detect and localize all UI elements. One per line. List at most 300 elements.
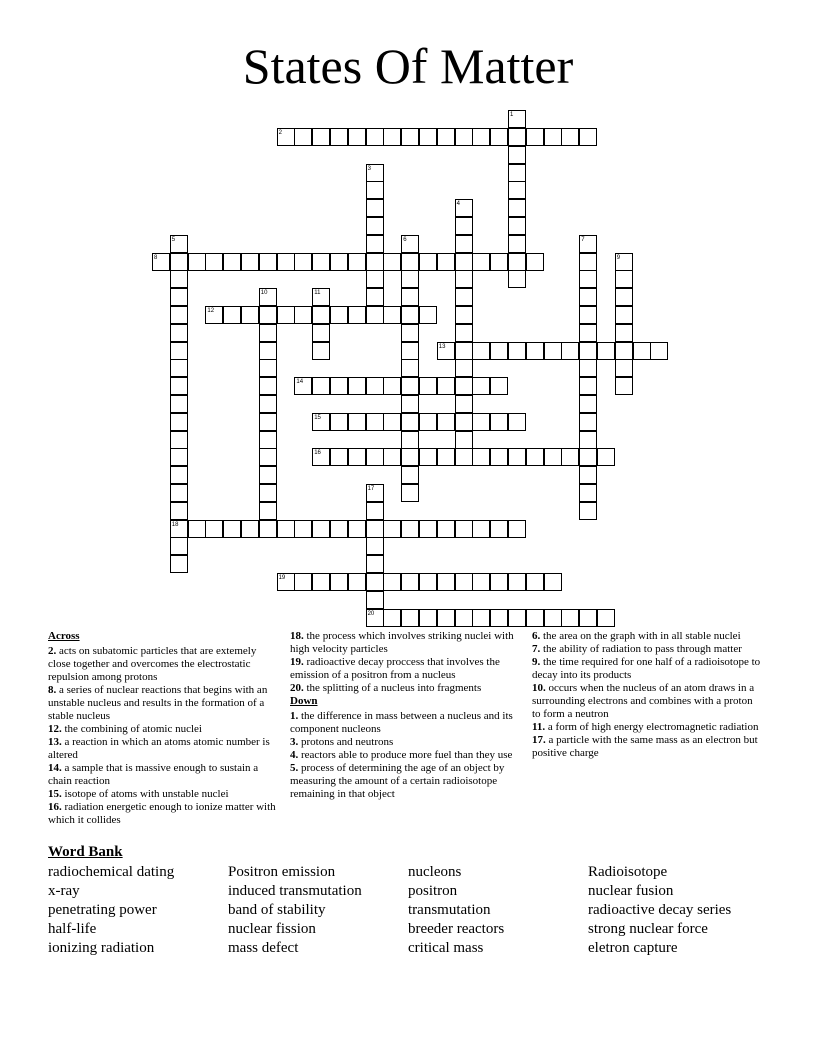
grid-cell[interactable] [259,359,277,377]
grid-cell[interactable] [401,413,419,431]
grid-cell[interactable] [472,448,490,466]
grid-cell[interactable] [455,377,473,395]
grid-cell[interactable] [437,253,455,271]
word-bank-item: critical mass [408,940,484,956]
grid-cell[interactable] [472,253,490,271]
grid-cell[interactable] [508,609,526,627]
grid-cell[interactable] [526,342,544,360]
grid-cell[interactable] [330,520,348,538]
clue-number-3: 3 [367,165,371,172]
grid-cell[interactable] [401,288,419,306]
grid-cell[interactable] [472,609,490,627]
grid-cell[interactable] [294,253,312,271]
grid-cell[interactable] [259,324,277,342]
clue-number-16: 16 [314,450,321,457]
grid-cell[interactable] [401,270,419,288]
grid-cell[interactable] [170,484,188,502]
grid-cell[interactable] [401,324,419,342]
word-bank-item: ionizing radiation [48,940,155,956]
grid-cell[interactable] [579,413,597,431]
grid-cell[interactable] [650,342,668,360]
down-clue: 1. the difference in mass between a nucleus and its component nucleons [290,710,513,735]
word-bank-item: eletron capture [588,940,678,956]
across-clue: 15. isotope of atoms with unstable nuclei [48,788,229,800]
grid-cell[interactable] [366,573,384,591]
grid-cell[interactable] [401,448,419,466]
grid-cell[interactable] [383,448,401,466]
grid-cell[interactable] [455,448,473,466]
grid-cell[interactable] [508,520,526,538]
grid-cell[interactable] [561,448,579,466]
grid-cell[interactable] [455,288,473,306]
grid-cell[interactable] [615,288,633,306]
grid-cell[interactable] [579,448,597,466]
grid-cell[interactable] [437,377,455,395]
grid-cell[interactable] [508,253,526,271]
grid-cell[interactable] [508,128,526,146]
clue-number-18: 18 [171,521,179,528]
grid-cell[interactable] [579,377,597,395]
grid-cell[interactable] [348,128,366,146]
clue-number-1: 1 [510,112,514,119]
grid-cell[interactable] [401,573,419,591]
grid-cell[interactable] [383,253,401,271]
grid-cell[interactable] [312,324,330,342]
grid-cell[interactable] [615,359,633,377]
grid-cell[interactable] [490,609,508,627]
clue-number-11: 11 [314,290,321,297]
grid-cell[interactable] [508,199,526,217]
grid-cell[interactable] [401,466,419,484]
down-clue: 4. reactors able to produce more fuel than they use [290,749,513,761]
word-bank-item: half-life [48,921,97,937]
grid-cell[interactable] [312,306,330,324]
grid-cell[interactable] [579,342,597,360]
grid-cell[interactable] [366,199,384,217]
grid-cell[interactable] [259,342,277,360]
clue-number-13: 13 [438,343,446,350]
down-clue: 3. protons and neutrons [290,736,394,748]
across-clue: 8. a series of nuclear reactions that begins with an unstable nucleus and results in the formation of a stable nucleus [48,684,268,722]
grid-cell[interactable] [383,377,401,395]
grid-cell[interactable] [277,306,295,324]
clue-number-5: 5 [171,236,176,243]
grid-cell[interactable] [419,128,437,146]
grid-cell[interactable] [526,609,544,627]
grid-cell[interactable] [579,502,597,520]
grid-cell[interactable] [544,128,562,146]
word-bank-item: Positron emission [228,864,336,880]
grid-cell[interactable] [170,466,188,484]
grid-cell[interactable] [455,253,473,271]
grid-cell[interactable] [170,288,188,306]
grid-cell[interactable] [294,573,312,591]
across-clue: 12. the combining of atomic nuclei [48,723,202,735]
grid-cell[interactable] [259,413,277,431]
grid-cell[interactable] [366,591,384,609]
grid-cell[interactable] [259,253,277,271]
grid-cell[interactable] [241,253,259,271]
grid-cell[interactable] [579,288,597,306]
grid-cell[interactable] [312,128,330,146]
across-clue: 16. radiation energetic enough to ionize matter with which it collides [48,801,276,826]
word-bank-item: nuclear fusion [588,883,674,899]
grid-cell[interactable] [455,520,473,538]
grid-cell[interactable] [419,306,437,324]
down-clue: 9. the time required for one half of a radioisotope to decay into its products [532,656,761,681]
grid-cell[interactable] [366,128,384,146]
grid-cell[interactable] [526,253,544,271]
clue-number-7: 7 [581,236,585,243]
clue-number-14: 14 [296,379,304,386]
grid-cell[interactable] [508,448,526,466]
grid-cell[interactable] [508,217,526,235]
clue-number-6: 6 [403,236,407,243]
grid-cell[interactable] [259,395,277,413]
clue-number-19: 19 [278,575,286,581]
grid-cell[interactable] [170,413,188,431]
grid-cell[interactable] [579,359,597,377]
grid-cell[interactable] [259,306,277,324]
grid-cell[interactable] [419,253,437,271]
word-bank-item: band of stability [228,902,326,918]
grid-cell[interactable] [455,128,473,146]
grid-cell[interactable] [526,448,544,466]
clue-number-4: 4 [456,201,460,208]
word-bank-item: breeder reactors [408,921,505,937]
grid-cell[interactable] [579,466,597,484]
grid-cell[interactable] [170,359,188,377]
across-heading: Across [48,630,80,642]
grid-cell[interactable] [508,270,526,288]
grid-cell[interactable] [472,377,490,395]
grid-cell[interactable] [490,342,508,360]
grid-cell[interactable] [330,573,348,591]
grid-cell[interactable] [472,413,490,431]
grid-cell[interactable] [294,128,312,146]
clue-number-2: 2 [278,130,282,136]
grid-cell[interactable] [312,573,330,591]
grid-cell[interactable] [205,520,223,538]
grid-cell[interactable] [401,609,419,627]
grid-cell[interactable] [508,573,526,591]
grid-cell[interactable] [490,448,508,466]
grid-cell[interactable] [366,306,384,324]
clue-number-20: 20 [367,610,375,617]
down-clue: 11. a form of high energy electromagnetic radiation [532,721,759,733]
grid-cell[interactable] [366,377,384,395]
word-bank-column [588,863,731,958]
grid-cell[interactable] [455,431,473,449]
grid-cell[interactable] [383,413,401,431]
grid-cell[interactable] [455,324,473,342]
grid-cell[interactable] [508,164,526,182]
word-bank-item: x-ray [48,883,80,899]
grid-cell[interactable] [508,342,526,360]
grid-cell[interactable] [294,520,312,538]
grid-cell[interactable] [455,270,473,288]
grid-cell[interactable] [579,270,597,288]
grid-cell[interactable] [490,128,508,146]
grid-cell[interactable] [490,520,508,538]
grid-cell[interactable] [508,181,526,199]
grid-cell[interactable] [455,235,473,253]
grid-cell[interactable] [508,235,526,253]
grid-cell[interactable] [490,413,508,431]
grid-cell[interactable] [597,448,615,466]
grid-cell[interactable] [437,413,455,431]
down-clue: 17. a particle with the same mass as an electron but positive charge [532,734,758,759]
grid-cell[interactable] [633,342,651,360]
grid-cell[interactable] [401,520,419,538]
grid-cell[interactable] [508,413,526,431]
grid-cell[interactable] [259,431,277,449]
grid-cell[interactable] [259,502,277,520]
grid-cell[interactable] [366,253,384,271]
word-bank-column [228,863,362,958]
grid-cell[interactable] [170,342,188,360]
across-clue: 20. the splitting of a nucleus into fragments [290,682,482,694]
grid-cell[interactable] [597,342,615,360]
grid-cell[interactable] [579,128,597,146]
grid-cell[interactable] [508,146,526,164]
word-bank-column [408,863,504,958]
grid-cell[interactable] [419,520,437,538]
grid-cell[interactable] [401,395,419,413]
grid-cell[interactable] [312,342,330,360]
grid-cell[interactable] [401,484,419,502]
grid-cell[interactable] [419,413,437,431]
clues-column-2 [290,630,520,801]
grid-cell[interactable] [170,537,188,555]
down-heading: Down [290,695,318,707]
grid-cell[interactable] [170,395,188,413]
word-bank-item: mass defect [228,940,299,956]
across-clue: 19. radioactive decay proccess that involves the emission of a positron from a nucleus [290,656,500,681]
grid-cell[interactable] [437,573,455,591]
grid-cell[interactable] [472,573,490,591]
grid-cell[interactable] [366,537,384,555]
grid-cell[interactable] [348,520,366,538]
grid-cell[interactable] [419,377,437,395]
grid-cell[interactable] [419,609,437,627]
grid-cell[interactable] [383,128,401,146]
down-clue: 6. the area on the graph with in all stable nuclei [532,630,741,642]
grid-cell[interactable] [259,520,277,538]
grid-cell[interactable] [170,502,188,520]
word-bank-item: transmutation [408,902,491,918]
grid-cell[interactable] [401,253,419,271]
grid-cell[interactable] [259,448,277,466]
word-bank-column [48,863,174,958]
grid-cell[interactable] [330,377,348,395]
page-title: States Of Matter [242,38,574,94]
grid-cell[interactable] [205,253,223,271]
grid-cell[interactable] [419,448,437,466]
grid-cell[interactable] [366,555,384,573]
grid-cell[interactable] [348,573,366,591]
clue-number-10: 10 [260,290,268,297]
grid-cell[interactable] [241,520,259,538]
clue-number-12: 12 [207,308,215,314]
grid-cell[interactable] [366,270,384,288]
grid-cell[interactable] [401,431,419,449]
grid-cell[interactable] [490,253,508,271]
word-bank-item: radioactive decay series [588,902,732,918]
grid-cell[interactable] [312,377,330,395]
word-bank-item: induced transmutation [228,883,362,899]
across-clue: 13. a reaction in which an atoms atomic number is altered [48,736,270,761]
grid-cell[interactable] [579,306,597,324]
grid-cell[interactable] [312,520,330,538]
grid-cell[interactable] [348,413,366,431]
grid-cell[interactable] [579,609,597,627]
grid-cell[interactable] [330,253,348,271]
grid-cell[interactable] [277,520,295,538]
grid-cell[interactable] [383,573,401,591]
word-bank-item: strong nuclear force [588,921,708,937]
word-bank-item: nuclear fission [228,921,316,937]
grid-cell[interactable] [383,520,401,538]
down-clue: 10. occurs when the nucleus of an atom draws in a surrounding electrons and combines with a proton to form a neutron [532,682,755,720]
down-clue: 7. the ability of radiation to pass through matter [532,643,742,655]
clues-column-3 [532,630,762,760]
grid-cell[interactable] [579,253,597,271]
grid-cell[interactable] [366,520,384,538]
grid-cell[interactable] [472,128,490,146]
grid-cell[interactable] [366,448,384,466]
grid-cell[interactable] [526,128,544,146]
word-bank-item: nucleons [408,864,462,880]
across-clue: 2. acts on subatomic particles that are extemely close together and overcomes the electrostatic repulsion among protons [48,645,257,683]
grid-cell[interactable] [615,377,633,395]
word-bank-item: Radioisotope [588,864,668,880]
grid-cell[interactable] [401,128,419,146]
grid-cell[interactable] [579,484,597,502]
grid-cell[interactable] [241,306,259,324]
grid-cell[interactable] [561,609,579,627]
grid-cell[interactable] [170,431,188,449]
grid-cell[interactable] [170,270,188,288]
across-clue: 14. a sample that is massive enough to sustain a chain reaction [48,762,259,787]
grid-cell[interactable] [223,306,241,324]
grid-cell[interactable] [294,306,312,324]
grid-cell[interactable] [259,484,277,502]
grid-cell[interactable] [170,253,188,271]
grid-cell[interactable] [401,359,419,377]
grid-cell[interactable] [366,502,384,520]
grid-cell[interactable] [348,377,366,395]
grid-cell[interactable] [597,609,615,627]
word-bank-item: penetrating power [48,902,157,918]
grid-cell[interactable] [455,395,473,413]
grid-cell[interactable] [615,324,633,342]
grid-cell[interactable] [223,253,241,271]
grid-cell[interactable] [401,342,419,360]
down-clue: 5. process of determining the age of an object by measuring the amount of a certain radioisotope remaining in that object [290,762,505,800]
clue-number-17: 17 [367,486,375,492]
grid-cell[interactable] [277,253,295,271]
grid-cell[interactable] [366,288,384,306]
grid-cell[interactable] [561,128,579,146]
grid-cell[interactable] [437,448,455,466]
grid-cell[interactable] [579,431,597,449]
word-bank-item: positron [408,883,458,899]
grid-cell[interactable] [330,306,348,324]
grid-cell[interactable] [561,342,579,360]
grid-cell[interactable] [455,413,473,431]
across-clue: 18. the process which involves striking nuclei with high velocity particles [290,630,514,655]
grid-cell[interactable] [544,573,562,591]
grid-cell[interactable] [455,359,473,377]
grid-cell[interactable] [437,609,455,627]
grid-cell[interactable] [170,448,188,466]
grid-cell[interactable] [455,342,473,360]
clue-number-8: 8 [154,254,158,261]
grid-cell[interactable] [472,342,490,360]
grid-cell[interactable] [455,573,473,591]
grid-cell[interactable] [472,520,490,538]
word-bank-title: Word Bank [48,844,123,860]
grid-cell[interactable] [383,609,401,627]
grid-cell[interactable] [437,128,455,146]
grid-cell[interactable] [366,235,384,253]
grid-cell[interactable] [401,377,419,395]
grid-cell[interactable] [615,342,633,360]
grid-cell[interactable] [259,466,277,484]
grid-cell[interactable] [544,448,562,466]
grid-cell[interactable] [330,413,348,431]
grid-cell[interactable] [259,377,277,395]
grid-cell[interactable] [401,306,419,324]
grid-cell[interactable] [366,181,384,199]
grid-cell[interactable] [383,306,401,324]
grid-cell[interactable] [170,377,188,395]
grid-cell[interactable] [188,253,206,271]
grid-cell[interactable] [348,253,366,271]
grid-cell[interactable] [615,270,633,288]
word-bank-item: radiochemical dating [48,864,175,880]
grid-cell[interactable] [366,217,384,235]
grid-cell[interactable] [455,306,473,324]
grid-cell[interactable] [419,573,437,591]
grid-cell[interactable] [170,306,188,324]
grid-cell[interactable] [330,128,348,146]
grid-cell[interactable] [330,448,348,466]
clue-number-15: 15 [314,414,321,421]
grid-cell[interactable] [579,395,597,413]
grid-cell[interactable] [615,306,633,324]
grid-cell[interactable] [455,609,473,627]
grid-cell[interactable] [366,413,384,431]
grid-cell[interactable] [544,342,562,360]
grid-cell[interactable] [526,573,544,591]
grid-cell[interactable] [170,324,188,342]
grid-cell[interactable] [490,573,508,591]
grid-cell[interactable] [437,520,455,538]
grid-cell[interactable] [544,609,562,627]
grid-cell[interactable] [348,306,366,324]
clues-column-1 [48,630,278,827]
grid-cell[interactable] [579,324,597,342]
grid-cell[interactable] [188,520,206,538]
grid-cell[interactable] [223,520,241,538]
grid-cell[interactable] [490,377,508,395]
grid-cell[interactable] [170,555,188,573]
grid-cell[interactable] [455,217,473,235]
grid-cell[interactable] [312,253,330,271]
grid-cell[interactable] [348,448,366,466]
